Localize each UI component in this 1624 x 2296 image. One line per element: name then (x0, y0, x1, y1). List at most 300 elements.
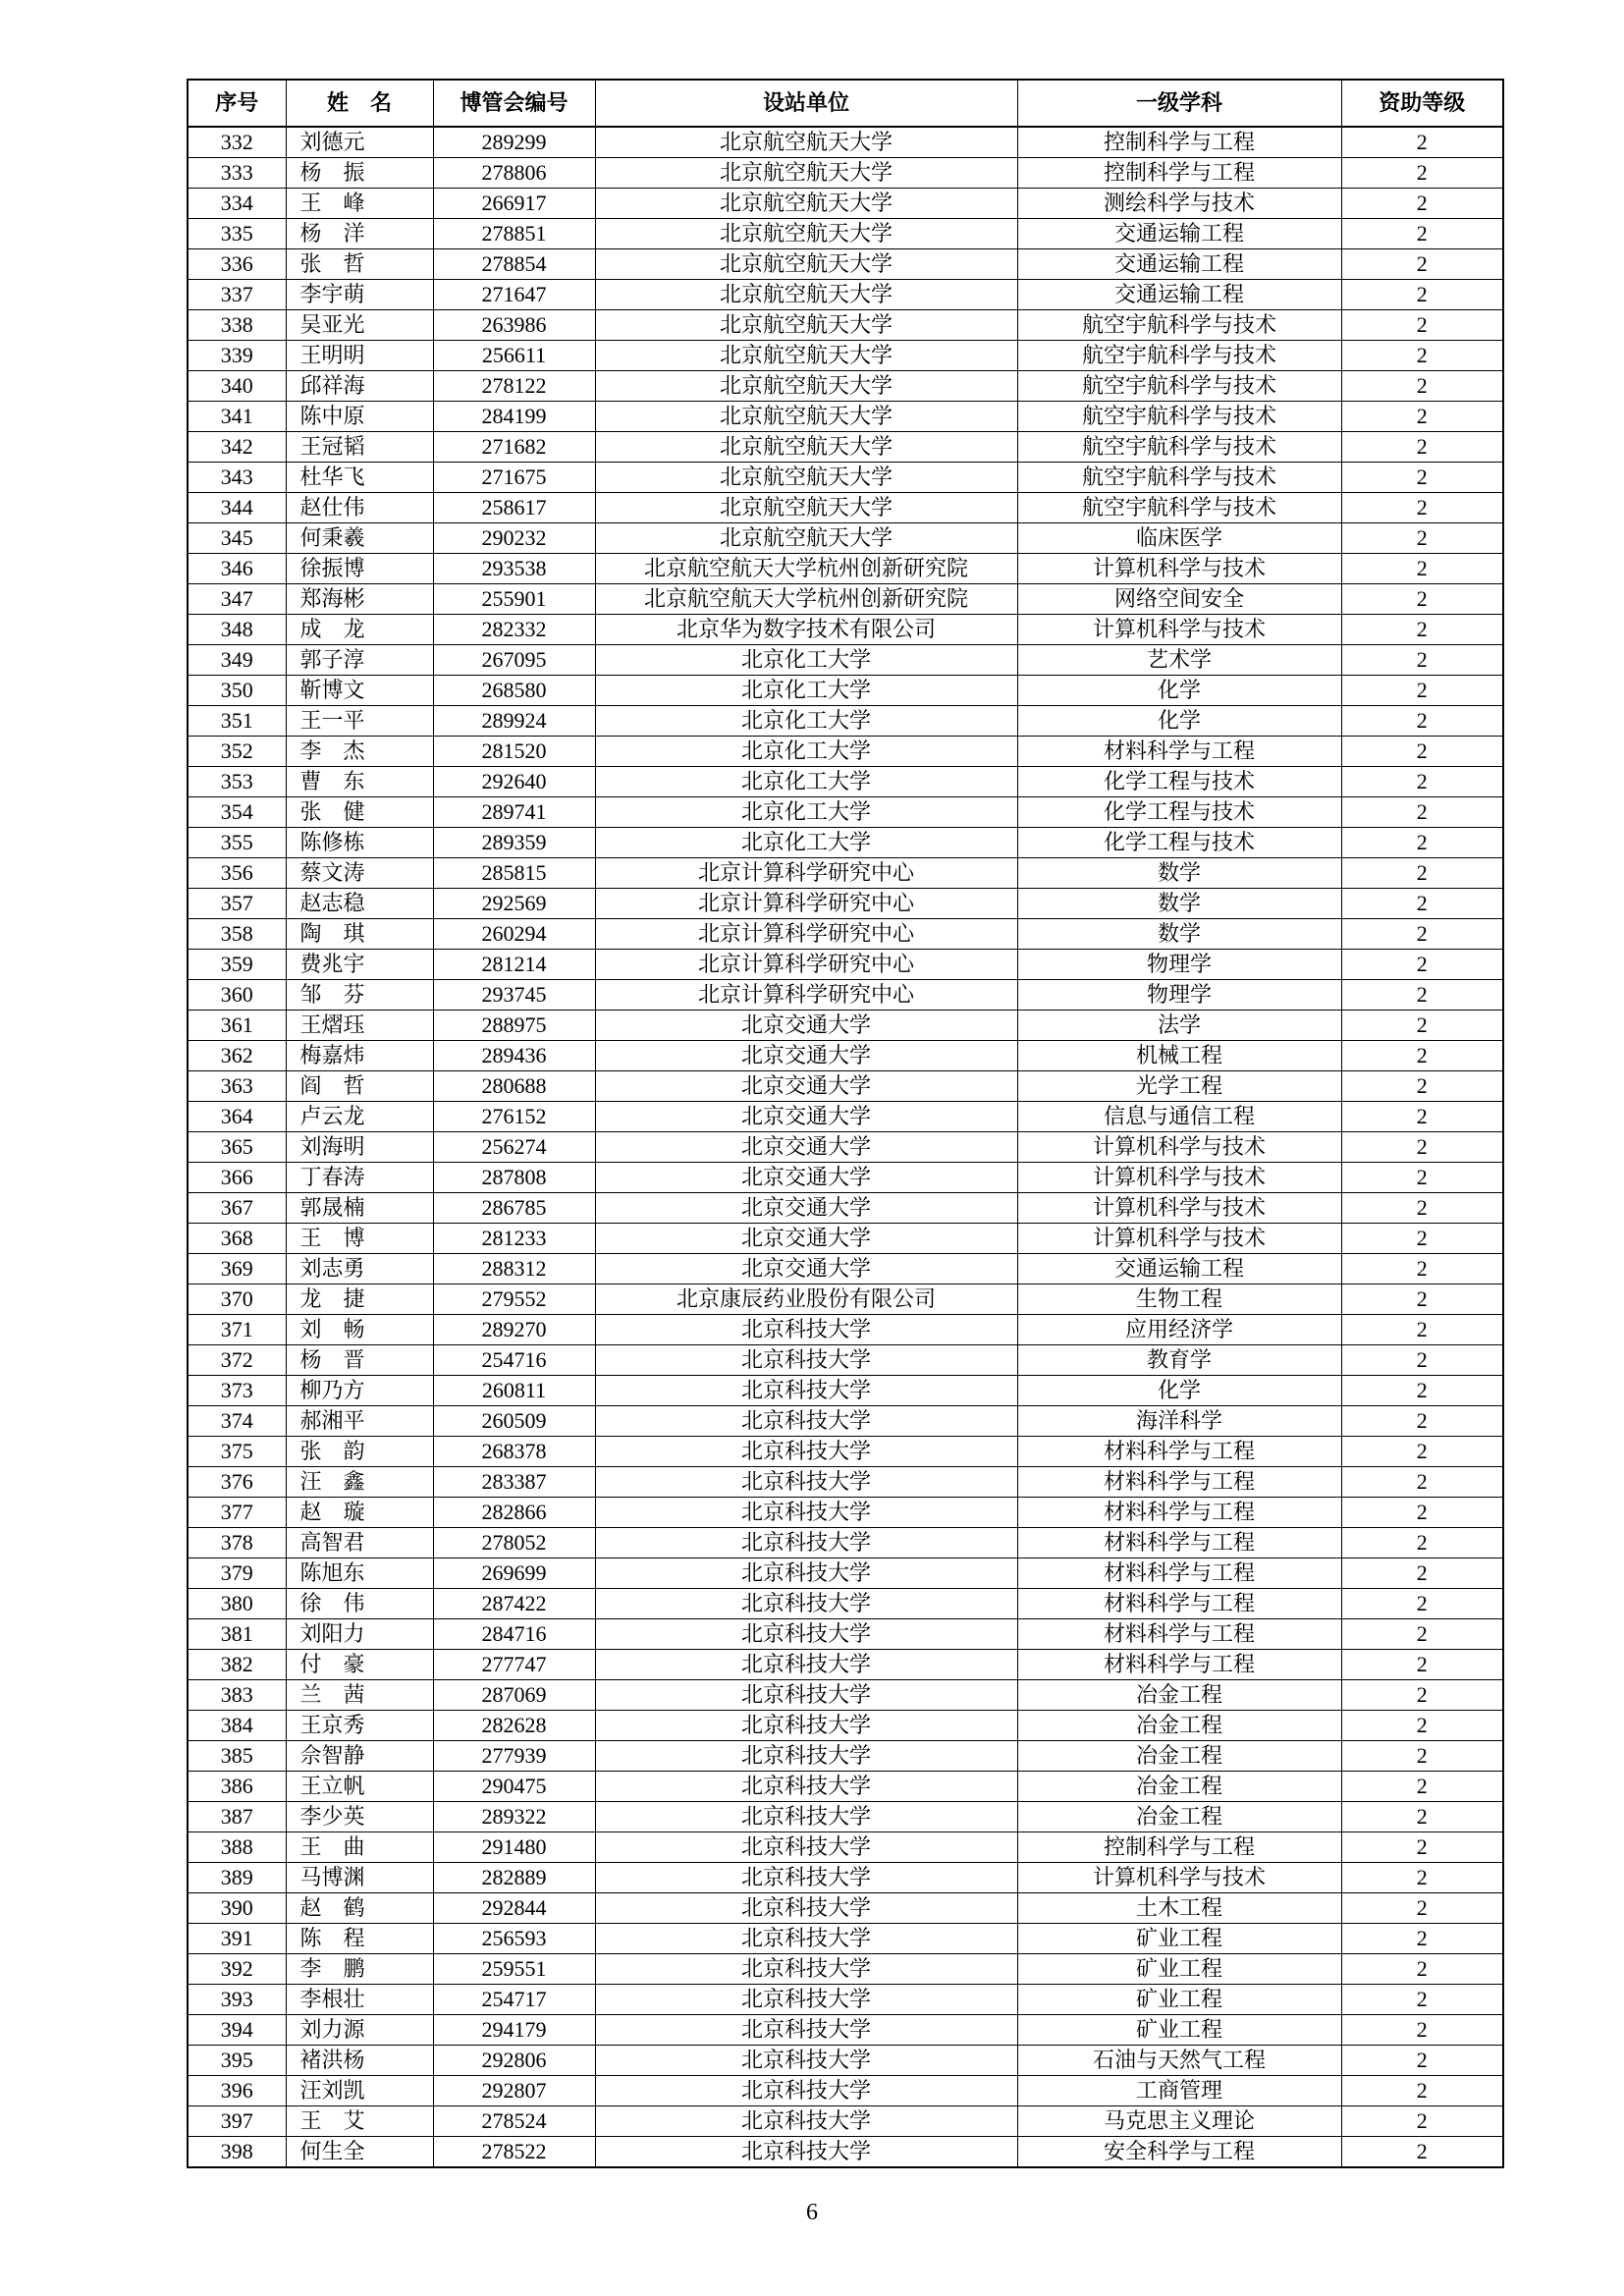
cell-committee-id: 278522 (433, 2137, 595, 2168)
cell-name: 何生全 (286, 2137, 433, 2168)
header-committee-id: 博管会编号 (433, 80, 595, 127)
cell-funding-level: 2 (1341, 1863, 1503, 1893)
cell-funding-level: 2 (1341, 554, 1503, 584)
header-discipline: 一级学科 (1017, 80, 1341, 127)
cell-committee-id: 256611 (433, 341, 595, 371)
cell-committee-id: 254717 (433, 1985, 595, 2015)
page-number: 6 (806, 2200, 818, 2225)
cell-discipline: 航空宇航科学与技术 (1017, 493, 1341, 523)
cell-institution: 北京科技大学 (595, 1528, 1017, 1558)
cell-institution: 北京航空航天大学 (595, 127, 1017, 158)
cell-institution: 北京化工大学 (595, 645, 1017, 676)
cell-committee-id: 289359 (433, 828, 595, 858)
table-row (188, 1224, 1503, 1254)
cell-committee-id: 278854 (433, 249, 595, 280)
cell-discipline: 计算机科学与技术 (1017, 1193, 1341, 1224)
cell-discipline: 物理学 (1017, 950, 1341, 980)
cell-funding-level: 2 (1341, 523, 1503, 554)
cell-funding-level: 2 (1341, 371, 1503, 402)
cell-funding-level: 2 (1341, 980, 1503, 1011)
cell-funding-level: 2 (1341, 1345, 1503, 1376)
table-row (188, 1193, 1503, 1224)
cell-name: 陈旭东 (286, 1558, 433, 1589)
cell-funding-level: 2 (1341, 950, 1503, 980)
cell-discipline: 冶金工程 (1017, 1680, 1341, 1711)
table-row (188, 493, 1503, 523)
cell-serial-number: 372 (188, 1345, 286, 1376)
cell-committee-id: 267095 (433, 645, 595, 676)
table-row (188, 249, 1503, 280)
cell-committee-id: 268580 (433, 676, 595, 706)
table-row (188, 463, 1503, 493)
cell-discipline: 航空宇航科学与技术 (1017, 432, 1341, 463)
table-row (188, 584, 1503, 615)
cell-institution: 北京航空航天大学 (595, 158, 1017, 189)
table-row (188, 1498, 1503, 1528)
cell-funding-level: 2 (1341, 1741, 1503, 1772)
cell-institution: 北京航空航天大学杭州创新研究院 (595, 584, 1017, 615)
cell-name: 邱祥海 (286, 371, 433, 402)
cell-institution: 北京科技大学 (595, 1711, 1017, 1741)
table-row (188, 676, 1503, 706)
cell-funding-level: 2 (1341, 2015, 1503, 2046)
cell-institution: 北京华为数字技术有限公司 (595, 615, 1017, 645)
cell-discipline: 冶金工程 (1017, 1802, 1341, 1832)
cell-funding-level: 2 (1341, 341, 1503, 371)
cell-name: 王一平 (286, 706, 433, 737)
table-row (188, 1772, 1503, 1802)
table-row (188, 889, 1503, 919)
cell-discipline: 计算机科学与技术 (1017, 615, 1341, 645)
cell-funding-level: 2 (1341, 1041, 1503, 1071)
cell-institution: 北京计算科学研究中心 (595, 950, 1017, 980)
cell-discipline: 矿业工程 (1017, 1954, 1341, 1985)
cell-name: 佘智静 (286, 1741, 433, 1772)
cell-serial-number: 362 (188, 1041, 286, 1071)
cell-funding-level: 2 (1341, 1376, 1503, 1406)
cell-serial-number: 371 (188, 1315, 286, 1345)
table-row (188, 1650, 1503, 1680)
cell-name: 柳乃方 (286, 1376, 433, 1406)
cell-discipline: 化学工程与技术 (1017, 797, 1341, 828)
cell-serial-number: 332 (188, 127, 286, 158)
cell-committee-id: 260509 (433, 1406, 595, 1437)
cell-committee-id: 283387 (433, 1467, 595, 1498)
cell-discipline: 物理学 (1017, 980, 1341, 1011)
cell-funding-level: 2 (1341, 767, 1503, 797)
cell-institution: 北京交通大学 (595, 1132, 1017, 1163)
cell-institution: 北京科技大学 (595, 2137, 1017, 2168)
cell-funding-level: 2 (1341, 1467, 1503, 1498)
table-row (188, 310, 1503, 341)
cell-name: 赵 鹤 (286, 1893, 433, 1924)
cell-funding-level: 2 (1341, 919, 1503, 950)
cell-committee-id: 277747 (433, 1650, 595, 1680)
cell-committee-id: 281233 (433, 1224, 595, 1254)
cell-name: 王京秀 (286, 1711, 433, 1741)
cell-committee-id: 276152 (433, 1102, 595, 1132)
cell-institution: 北京交通大学 (595, 1193, 1017, 1224)
table-row (188, 1376, 1503, 1406)
cell-serial-number: 380 (188, 1589, 286, 1619)
table-row (188, 1954, 1503, 1985)
cell-institution: 北京科技大学 (595, 1680, 1017, 1711)
cell-institution: 北京科技大学 (595, 1924, 1017, 1954)
cell-name: 梅嘉炜 (286, 1041, 433, 1071)
cell-funding-level: 2 (1341, 1985, 1503, 2015)
cell-name: 徐 伟 (286, 1589, 433, 1619)
cell-name: 赵 璇 (286, 1498, 433, 1528)
cell-committee-id: 289270 (433, 1315, 595, 1345)
cell-funding-level: 2 (1341, 310, 1503, 341)
cell-committee-id: 282628 (433, 1711, 595, 1741)
cell-institution: 北京交通大学 (595, 1011, 1017, 1041)
cell-name: 赵志稳 (286, 889, 433, 919)
cell-committee-id: 285815 (433, 858, 595, 889)
table-row (188, 1467, 1503, 1498)
header-name: 姓 名 (286, 80, 433, 127)
cell-serial-number: 335 (188, 219, 286, 249)
cell-institution: 北京科技大学 (595, 1619, 1017, 1650)
cell-committee-id: 291480 (433, 1832, 595, 1863)
cell-committee-id: 289741 (433, 797, 595, 828)
cell-funding-level: 2 (1341, 1954, 1503, 1985)
cell-name: 陈修栋 (286, 828, 433, 858)
cell-name: 郭晟楠 (286, 1193, 433, 1224)
cell-institution: 北京化工大学 (595, 737, 1017, 767)
cell-committee-id: 255901 (433, 584, 595, 615)
table-row (188, 1041, 1503, 1071)
cell-serial-number: 363 (188, 1071, 286, 1102)
cell-serial-number: 339 (188, 341, 286, 371)
cell-serial-number: 386 (188, 1772, 286, 1802)
table-row (188, 219, 1503, 249)
cell-serial-number: 390 (188, 1893, 286, 1924)
cell-institution: 北京科技大学 (595, 1437, 1017, 1467)
cell-institution: 北京科技大学 (595, 1772, 1017, 1802)
cell-serial-number: 395 (188, 2046, 286, 2076)
cell-funding-level: 2 (1341, 127, 1503, 158)
cell-institution: 北京化工大学 (595, 797, 1017, 828)
cell-name: 成 龙 (286, 615, 433, 645)
cell-funding-level: 2 (1341, 828, 1503, 858)
cell-name: 李根壮 (286, 1985, 433, 2015)
cell-committee-id: 263986 (433, 310, 595, 341)
cell-committee-id: 282866 (433, 1498, 595, 1528)
table-row (188, 2076, 1503, 2106)
cell-discipline: 交通运输工程 (1017, 249, 1341, 280)
cell-discipline: 工商管理 (1017, 2076, 1341, 2106)
cell-institution: 北京航空航天大学 (595, 219, 1017, 249)
cell-institution: 北京计算科学研究中心 (595, 889, 1017, 919)
cell-discipline: 矿业工程 (1017, 2015, 1341, 2046)
cell-discipline: 冶金工程 (1017, 1741, 1341, 1772)
table-row (188, 1863, 1503, 1893)
cell-committee-id: 288975 (433, 1011, 595, 1041)
cell-funding-level: 2 (1341, 737, 1503, 767)
cell-discipline: 材料科学与工程 (1017, 1437, 1341, 1467)
table-row (188, 1741, 1503, 1772)
cell-serial-number: 359 (188, 950, 286, 980)
cell-committee-id: 290475 (433, 1772, 595, 1802)
cell-committee-id: 279552 (433, 1285, 595, 1315)
cell-funding-level: 2 (1341, 1224, 1503, 1254)
cell-serial-number: 345 (188, 523, 286, 554)
cell-discipline: 交通运输工程 (1017, 280, 1341, 310)
cell-committee-id: 281520 (433, 737, 595, 767)
cell-institution: 北京科技大学 (595, 1406, 1017, 1437)
cell-discipline: 光学工程 (1017, 1071, 1341, 1102)
cell-name: 张 韵 (286, 1437, 433, 1467)
cell-funding-level: 2 (1341, 858, 1503, 889)
cell-funding-level: 2 (1341, 1558, 1503, 1589)
cell-serial-number: 353 (188, 767, 286, 797)
cell-committee-id: 292640 (433, 767, 595, 797)
cell-name: 褚洪杨 (286, 2046, 433, 2076)
cell-serial-number: 377 (188, 1498, 286, 1528)
cell-institution: 北京航空航天大学 (595, 249, 1017, 280)
cell-serial-number: 343 (188, 463, 286, 493)
cell-discipline: 临床医学 (1017, 523, 1341, 554)
cell-committee-id: 268378 (433, 1437, 595, 1467)
table-row (188, 1985, 1503, 2015)
cell-committee-id: 288312 (433, 1254, 595, 1285)
cell-discipline: 材料科学与工程 (1017, 737, 1341, 767)
cell-name: 陶 琪 (286, 919, 433, 950)
cell-name: 杨 振 (286, 158, 433, 189)
cell-discipline: 化学 (1017, 706, 1341, 737)
cell-discipline: 航空宇航科学与技术 (1017, 341, 1341, 371)
cell-serial-number: 373 (188, 1376, 286, 1406)
cell-institution: 北京交通大学 (595, 1224, 1017, 1254)
cell-funding-level: 2 (1341, 432, 1503, 463)
table-row (188, 1254, 1503, 1285)
table-row (188, 2015, 1503, 2046)
cell-funding-level: 2 (1341, 1254, 1503, 1285)
cell-discipline: 化学工程与技术 (1017, 828, 1341, 858)
cell-institution: 北京航空航天大学 (595, 280, 1017, 310)
cell-funding-level: 2 (1341, 1832, 1503, 1863)
cell-name: 汪 鑫 (286, 1467, 433, 1498)
cell-serial-number: 349 (188, 645, 286, 676)
header-institution: 设站单位 (595, 80, 1017, 127)
cell-discipline: 材料科学与工程 (1017, 1498, 1341, 1528)
cell-name: 刘 畅 (286, 1315, 433, 1345)
cell-serial-number: 344 (188, 493, 286, 523)
cell-institution: 北京交通大学 (595, 1163, 1017, 1193)
cell-institution: 北京科技大学 (595, 2076, 1017, 2106)
cell-discipline: 交通运输工程 (1017, 1254, 1341, 1285)
cell-name: 邹 芬 (286, 980, 433, 1011)
cell-name: 徐振博 (286, 554, 433, 584)
cell-discipline: 材料科学与工程 (1017, 1528, 1341, 1558)
cell-committee-id: 293538 (433, 554, 595, 584)
cell-institution: 北京航空航天大学杭州创新研究院 (595, 554, 1017, 584)
cell-institution: 北京化工大学 (595, 676, 1017, 706)
cell-funding-level: 2 (1341, 1406, 1503, 1437)
table-row (188, 523, 1503, 554)
cell-institution: 北京科技大学 (595, 1863, 1017, 1893)
cell-funding-level: 2 (1341, 1132, 1503, 1163)
cell-funding-level: 2 (1341, 1528, 1503, 1558)
cell-name: 刘志勇 (286, 1254, 433, 1285)
cell-committee-id: 287422 (433, 1589, 595, 1619)
cell-committee-id: 290232 (433, 523, 595, 554)
cell-committee-id: 259551 (433, 1954, 595, 1985)
cell-committee-id: 287069 (433, 1680, 595, 1711)
cell-name: 何秉羲 (286, 523, 433, 554)
cell-funding-level: 2 (1341, 1711, 1503, 1741)
cell-funding-level: 2 (1341, 463, 1503, 493)
cell-serial-number: 348 (188, 615, 286, 645)
cell-institution: 北京科技大学 (595, 1498, 1017, 1528)
cell-serial-number: 334 (188, 189, 286, 219)
cell-discipline: 土木工程 (1017, 1893, 1341, 1924)
cell-discipline: 安全科学与工程 (1017, 2137, 1341, 2168)
table-row (188, 858, 1503, 889)
cell-discipline: 冶金工程 (1017, 1772, 1341, 1802)
cell-funding-level: 2 (1341, 2046, 1503, 2076)
cell-committee-id: 293745 (433, 980, 595, 1011)
table-row (188, 1558, 1503, 1589)
table-row (188, 950, 1503, 980)
cell-institution: 北京计算科学研究中心 (595, 858, 1017, 889)
cell-discipline: 航空宇航科学与技术 (1017, 402, 1341, 432)
table-row (188, 1589, 1503, 1619)
cell-serial-number: 375 (188, 1437, 286, 1467)
cell-institution: 北京科技大学 (595, 2046, 1017, 2076)
cell-name: 张 哲 (286, 249, 433, 280)
cell-funding-level: 2 (1341, 249, 1503, 280)
cell-institution: 北京科技大学 (595, 1467, 1017, 1498)
cell-serial-number: 350 (188, 676, 286, 706)
cell-serial-number: 387 (188, 1802, 286, 1832)
cell-funding-level: 2 (1341, 1193, 1503, 1224)
table-row (188, 432, 1503, 463)
cell-serial-number: 351 (188, 706, 286, 737)
cell-funding-level: 2 (1341, 280, 1503, 310)
table-row (188, 1893, 1503, 1924)
cell-discipline: 矿业工程 (1017, 1985, 1341, 2015)
cell-name: 刘力源 (286, 2015, 433, 2046)
cell-name: 靳博文 (286, 676, 433, 706)
cell-funding-level: 2 (1341, 1437, 1503, 1467)
cell-discipline: 航空宇航科学与技术 (1017, 463, 1341, 493)
cell-name: 王熠珏 (286, 1011, 433, 1041)
cell-institution: 北京化工大学 (595, 767, 1017, 797)
cell-name: 王 艾 (286, 2106, 433, 2137)
cell-committee-id: 278524 (433, 2106, 595, 2137)
cell-discipline: 冶金工程 (1017, 1711, 1341, 1741)
cell-committee-id: 289322 (433, 1802, 595, 1832)
cell-serial-number: 379 (188, 1558, 286, 1589)
cell-committee-id: 260811 (433, 1376, 595, 1406)
cell-serial-number: 337 (188, 280, 286, 310)
cell-serial-number: 396 (188, 2076, 286, 2106)
cell-funding-level: 2 (1341, 615, 1503, 645)
table-row (188, 341, 1503, 371)
cell-institution: 北京科技大学 (595, 1893, 1017, 1924)
cell-serial-number: 368 (188, 1224, 286, 1254)
cell-institution: 北京科技大学 (595, 1315, 1017, 1345)
cell-funding-level: 2 (1341, 1011, 1503, 1041)
cell-discipline: 材料科学与工程 (1017, 1589, 1341, 1619)
cell-committee-id: 286785 (433, 1193, 595, 1224)
cell-name: 刘德元 (286, 127, 433, 158)
cell-name: 兰 茜 (286, 1680, 433, 1711)
cell-name: 卢云龙 (286, 1102, 433, 1132)
cell-funding-level: 2 (1341, 1680, 1503, 1711)
cell-institution: 北京科技大学 (595, 1589, 1017, 1619)
cell-serial-number: 338 (188, 310, 286, 341)
cell-committee-id: 281214 (433, 950, 595, 980)
cell-discipline: 航空宇航科学与技术 (1017, 310, 1341, 341)
cell-discipline: 材料科学与工程 (1017, 1650, 1341, 1680)
cell-committee-id: 278122 (433, 371, 595, 402)
cell-name: 杨 洋 (286, 219, 433, 249)
cell-discipline: 化学 (1017, 1376, 1341, 1406)
cell-name: 龙 捷 (286, 1285, 433, 1315)
cell-name: 刘阳力 (286, 1619, 433, 1650)
cell-committee-id: 278806 (433, 158, 595, 189)
cell-institution: 北京航空航天大学 (595, 523, 1017, 554)
cell-funding-level: 2 (1341, 158, 1503, 189)
cell-name: 郑海彬 (286, 584, 433, 615)
cell-serial-number: 388 (188, 1832, 286, 1863)
cell-serial-number: 393 (188, 1985, 286, 2015)
cell-institution: 北京计算科学研究中心 (595, 919, 1017, 950)
cell-serial-number: 381 (188, 1619, 286, 1650)
table-row (188, 2046, 1503, 2076)
cell-serial-number: 340 (188, 371, 286, 402)
cell-committee-id: 278851 (433, 219, 595, 249)
table-row (188, 767, 1503, 797)
cell-serial-number: 378 (188, 1528, 286, 1558)
cell-discipline: 计算机科学与技术 (1017, 1132, 1341, 1163)
cell-institution: 北京科技大学 (595, 2015, 1017, 2046)
cell-funding-level: 2 (1341, 493, 1503, 523)
table-row (188, 1528, 1503, 1558)
cell-discipline: 教育学 (1017, 1345, 1341, 1376)
cell-institution: 北京化工大学 (595, 706, 1017, 737)
cell-institution: 北京科技大学 (595, 1985, 1017, 2015)
cell-discipline: 海洋科学 (1017, 1406, 1341, 1437)
cell-name: 刘海明 (286, 1132, 433, 1163)
cell-serial-number: 341 (188, 402, 286, 432)
cell-discipline: 航空宇航科学与技术 (1017, 371, 1341, 402)
cell-discipline: 控制科学与工程 (1017, 127, 1341, 158)
cell-funding-level: 2 (1341, 1285, 1503, 1315)
cell-institution: 北京航空航天大学 (595, 189, 1017, 219)
cell-funding-level: 2 (1341, 219, 1503, 249)
table-row (188, 158, 1503, 189)
table-row (188, 2106, 1503, 2137)
table-body (188, 127, 1503, 2167)
cell-funding-level: 2 (1341, 189, 1503, 219)
cell-name: 付 豪 (286, 1650, 433, 1680)
table-row (188, 1680, 1503, 1711)
table-row (188, 1132, 1503, 1163)
cell-committee-id: 292807 (433, 2076, 595, 2106)
cell-institution: 北京科技大学 (595, 1832, 1017, 1863)
cell-institution: 北京科技大学 (595, 2106, 1017, 2137)
cell-name: 丁春涛 (286, 1163, 433, 1193)
cell-committee-id: 277939 (433, 1741, 595, 1772)
cell-serial-number: 357 (188, 889, 286, 919)
cell-committee-id: 271647 (433, 280, 595, 310)
cell-discipline: 数学 (1017, 889, 1341, 919)
cell-committee-id: 284716 (433, 1619, 595, 1650)
